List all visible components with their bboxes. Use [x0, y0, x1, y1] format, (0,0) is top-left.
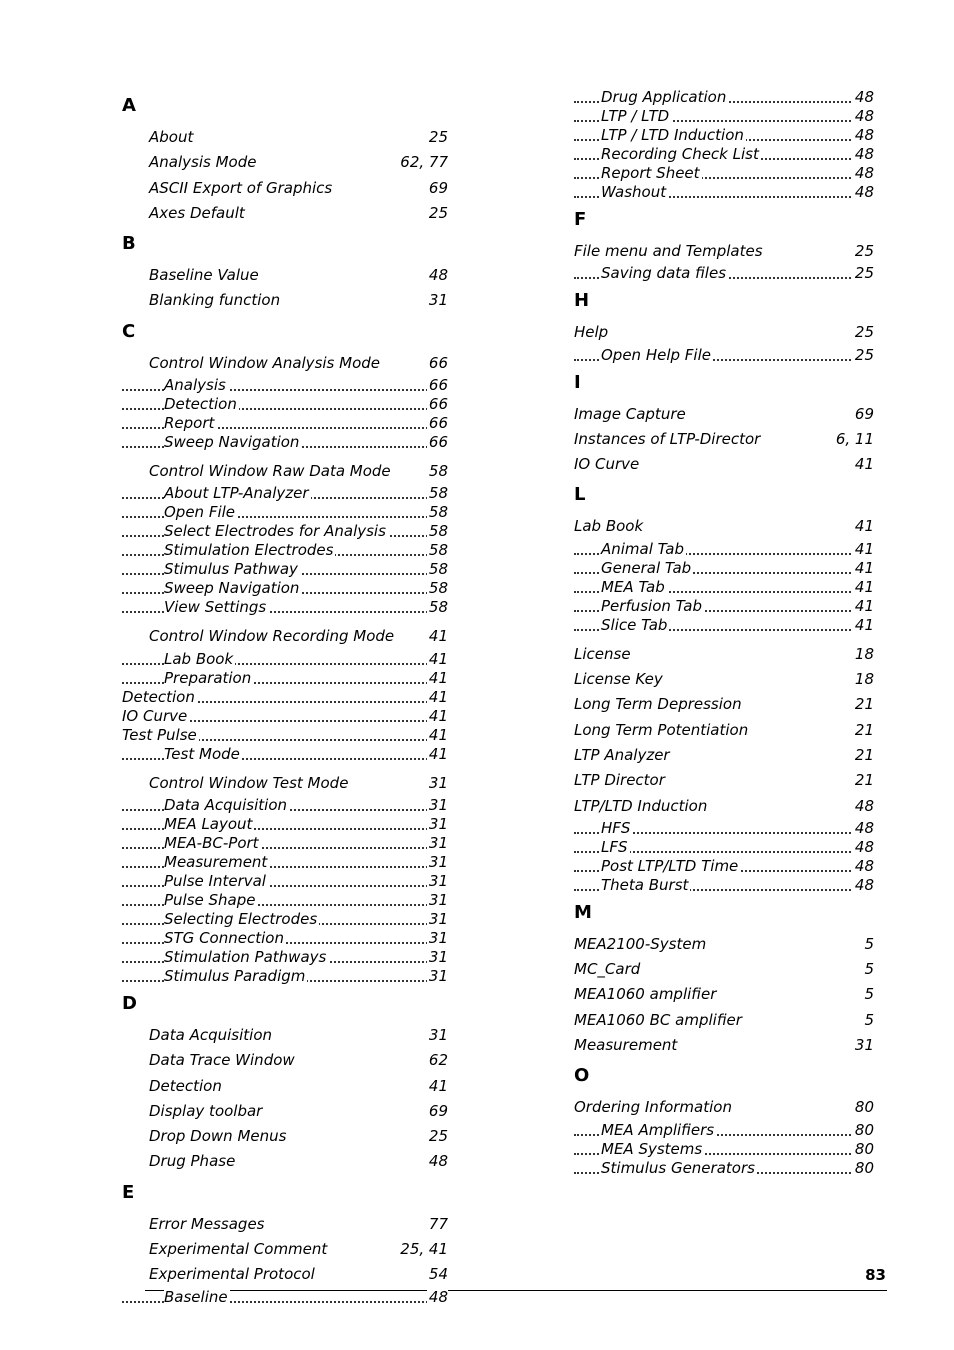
- index-subentry[interactable]: [574, 1140, 874, 1159]
- index-column-right: [574, 88, 874, 1178]
- entry-page-ref: 31: [428, 871, 448, 890]
- entry-term: Theta Burst: [601, 875, 689, 894]
- entry-term: Stimulation Pathways: [164, 947, 327, 966]
- entry-term: License: [574, 644, 631, 663]
- entry-term: LFS: [601, 837, 628, 856]
- entry-term: IO Curve: [122, 706, 188, 725]
- index-entry[interactable]: [574, 452, 874, 477]
- entry-term: Detection: [149, 1076, 222, 1095]
- entry-term: Sweep Navigation: [164, 433, 300, 452]
- index-subentry[interactable]: [122, 650, 448, 669]
- index-letter-heading: C: [122, 320, 136, 342]
- entry-term: Saving data files: [601, 264, 727, 283]
- index-subentry[interactable]: [122, 707, 448, 726]
- entry-term: Axes Default: [149, 203, 245, 222]
- entry-page-ref: 5: [862, 1008, 874, 1033]
- index-subentry[interactable]: [574, 838, 874, 857]
- index-subentry[interactable]: [574, 145, 874, 164]
- index-subentry[interactable]: [122, 688, 448, 707]
- entry-page-ref: 48: [427, 263, 448, 288]
- index-entry[interactable]: [122, 771, 448, 796]
- entry-term: MC_Card: [574, 960, 641, 979]
- entry-term: Long Term Potentiation: [574, 720, 749, 739]
- entry-term: Recording Check List: [601, 145, 759, 163]
- entry-term: Image Capture: [574, 404, 686, 423]
- entry-page-ref: 41: [428, 725, 448, 744]
- entry-term: Lab Book: [574, 517, 644, 536]
- entry-page-ref: 48: [854, 145, 874, 163]
- index-subentry[interactable]: [122, 910, 448, 929]
- entry-term: Data Acquisition: [164, 795, 288, 814]
- entry-term: MEA1060 amplifier: [574, 985, 717, 1004]
- index-subentry[interactable]: [122, 834, 448, 853]
- index-entry[interactable]: [574, 957, 874, 982]
- index-subentry[interactable]: [122, 598, 448, 617]
- index-entry[interactable]: [122, 624, 448, 649]
- entry-page-ref: 31: [427, 288, 448, 313]
- entry-term: Data Acquisition: [149, 1025, 273, 1044]
- entry-term: Long Term Depression: [574, 695, 742, 714]
- index-entry[interactable]: [122, 1124, 448, 1149]
- index-entry[interactable]: [574, 1008, 874, 1033]
- entry-term: Experimental Protocol: [149, 1265, 315, 1284]
- index-subentry[interactable]: [122, 669, 448, 688]
- entry-page-ref: 41: [854, 615, 874, 634]
- index-subentry[interactable]: [574, 126, 874, 145]
- entry-term: General Tab: [601, 558, 692, 577]
- index-letter-heading: H: [574, 290, 590, 312]
- index-entry[interactable]: [122, 1099, 448, 1124]
- entry-term: Drug Application: [601, 88, 727, 106]
- entry-term: Experimental Comment: [149, 1240, 328, 1259]
- entry-page-ref: 31: [428, 852, 448, 871]
- entry-page-ref: 41: [853, 452, 874, 477]
- entry-term: Analysis Mode: [149, 153, 257, 172]
- entry-term: Control Window Recording Mode: [149, 627, 395, 646]
- entry-page-ref: 31: [428, 966, 448, 985]
- index-entry[interactable]: [122, 1212, 448, 1237]
- entry-page-ref: 5: [862, 982, 874, 1007]
- entry-term: Drop Down Menus: [149, 1127, 287, 1146]
- index-entry[interactable]: [122, 125, 448, 150]
- index-letter-heading: F: [574, 209, 587, 230]
- index-entry[interactable]: [122, 176, 448, 201]
- index-subentry[interactable]: [574, 819, 874, 838]
- entry-term: File menu and Templates: [574, 242, 763, 260]
- entry-page-ref: 31: [853, 1033, 874, 1058]
- index-subentry[interactable]: [574, 857, 874, 876]
- index-subentry[interactable]: [122, 853, 448, 872]
- index-subentry[interactable]: [574, 346, 874, 365]
- index-entry[interactable]: [574, 320, 874, 345]
- entry-page-ref: 31: [427, 771, 448, 796]
- index-subentry[interactable]: [574, 540, 874, 559]
- entry-term: Measurement: [574, 1036, 678, 1055]
- index-subentry[interactable]: [122, 579, 448, 598]
- entry-term: Post LTP/LTD Time: [601, 856, 739, 875]
- entry-term: Slice Tab: [601, 615, 668, 634]
- index-subentry[interactable]: [122, 745, 448, 764]
- entry-term: Control Window Raw Data Mode: [149, 462, 391, 481]
- index-letter-heading: M: [574, 901, 592, 923]
- entry-page-ref: 18: [853, 667, 874, 692]
- entry-page-ref: 66: [428, 433, 448, 452]
- entry-term: Stimulus Generators: [601, 1158, 755, 1177]
- entry-term: Error Messages: [149, 1214, 265, 1233]
- entry-page-ref: 25: [427, 1124, 448, 1149]
- entry-page-ref: 54: [427, 1262, 448, 1287]
- entry-page-ref: 41: [854, 596, 874, 615]
- index-subentry[interactable]: [122, 929, 448, 948]
- entry-page-ref: 25: [427, 125, 448, 150]
- index-entry[interactable]: [574, 743, 874, 768]
- entry-page-ref: 80: [854, 1139, 874, 1158]
- entry-page-ref: 5: [862, 932, 874, 957]
- index-subentry[interactable]: [574, 559, 874, 578]
- entry-term: Report: [164, 414, 215, 433]
- entry-page-ref: 58: [428, 522, 448, 541]
- entry-page-ref: 48: [427, 1149, 448, 1174]
- entry-page-ref: 48: [854, 856, 874, 875]
- entry-term: Control Window Test Mode: [149, 773, 349, 792]
- page-number: 83: [865, 1266, 886, 1284]
- entry-term: View Settings: [164, 598, 267, 617]
- index-subentry[interactable]: [122, 891, 448, 910]
- index-entry[interactable]: [574, 794, 874, 819]
- entry-term: Display toolbar: [149, 1101, 263, 1120]
- index-subentry[interactable]: [122, 815, 448, 834]
- index-entry[interactable]: [122, 351, 448, 376]
- index-entry[interactable]: [574, 514, 874, 539]
- footer-rule: [145, 1290, 887, 1291]
- index-letter-heading: I: [574, 371, 581, 393]
- entry-page-ref: 80: [853, 1095, 874, 1120]
- entry-term: Report Sheet: [601, 164, 700, 182]
- index-subentry[interactable]: [574, 164, 874, 183]
- index-subentry[interactable]: [122, 376, 448, 395]
- index-subentry[interactable]: [122, 796, 448, 815]
- entry-term: About: [149, 128, 194, 146]
- index-subentry[interactable]: [122, 948, 448, 967]
- entry-page-ref: 58: [428, 503, 448, 522]
- entry-page-ref: 5: [862, 957, 874, 982]
- entry-gap: [122, 452, 448, 459]
- index-subentry[interactable]: [122, 541, 448, 560]
- entry-page-ref: 69: [427, 1099, 448, 1124]
- entry-page-ref: 25: [854, 264, 874, 283]
- entry-term: Sweep Navigation: [164, 579, 300, 598]
- entry-page-ref: 21: [853, 692, 874, 717]
- index-entry[interactable]: [574, 718, 874, 743]
- entry-page-ref: 48: [428, 1287, 448, 1306]
- entry-term: Detection: [122, 687, 195, 706]
- entry-page-ref: 41: [428, 668, 448, 687]
- entry-term: Instances of LTP-Director: [574, 429, 761, 448]
- entry-page-ref: 25: [854, 345, 874, 364]
- index-entry[interactable]: [574, 1095, 874, 1120]
- index-entry[interactable]: [574, 667, 874, 692]
- entry-term: Help: [574, 323, 609, 342]
- entry-term: LTP / LTD Induction: [601, 126, 744, 144]
- index-subentry[interactable]: [122, 522, 448, 541]
- entry-page-ref: 77: [427, 1212, 448, 1237]
- entry-term: Stimulation Electrodes: [164, 541, 334, 560]
- entry-page-ref: 48: [854, 126, 874, 144]
- entry-page-ref: 48: [854, 164, 874, 182]
- entry-term: Preparation: [164, 668, 252, 687]
- index-letter-heading: B: [122, 233, 136, 255]
- entry-page-ref: 58: [428, 560, 448, 579]
- entry-page-ref: 21: [853, 743, 874, 768]
- entry-page-ref: 48: [854, 875, 874, 894]
- entry-term: LTP Director: [574, 771, 665, 790]
- index-subentry[interactable]: [574, 264, 874, 283]
- index-subentry[interactable]: [122, 433, 448, 452]
- index-letter-heading: D: [122, 992, 137, 1014]
- entry-term: Lab Book: [164, 649, 234, 668]
- index-subentry[interactable]: [122, 560, 448, 579]
- entry-term: MEA1060 BC amplifier: [574, 1010, 742, 1029]
- index-letter-heading: E: [122, 1181, 135, 1203]
- entry-page-ref: 69: [853, 402, 874, 427]
- entry-page-ref: 48: [854, 88, 874, 106]
- entry-term: LTP Analyzer: [574, 745, 670, 764]
- index-subentry[interactable]: [122, 872, 448, 891]
- index-entry[interactable]: [574, 1033, 874, 1058]
- entry-term: Test Pulse: [122, 725, 197, 744]
- index-entry[interactable]: [574, 427, 874, 452]
- entry-term: MEA Tab: [601, 577, 665, 596]
- entry-page-ref: 31: [428, 947, 448, 966]
- entry-page-ref: 58: [428, 484, 448, 503]
- entry-term: Washout: [601, 183, 667, 201]
- entry-page-ref: 41: [854, 539, 874, 558]
- entry-gap: [574, 635, 874, 642]
- index-subentry[interactable]: [574, 1121, 874, 1140]
- index-letter-heading: L: [574, 484, 586, 506]
- entry-page-ref: 41: [428, 706, 448, 725]
- index-entry[interactable]: [122, 1023, 448, 1048]
- entry-term: Pulse Interval: [164, 871, 266, 890]
- index-subentry[interactable]: [574, 183, 874, 202]
- index-subentry[interactable]: [574, 616, 874, 635]
- entry-page-ref: 21: [853, 768, 874, 793]
- entry-page-ref: 48: [854, 183, 874, 201]
- entry-page-ref: 66: [428, 395, 448, 414]
- index-subentry[interactable]: [122, 414, 448, 433]
- entry-page-ref: 80: [854, 1158, 874, 1177]
- entry-term: STG Connection: [164, 928, 284, 947]
- entry-page-ref: 21: [853, 718, 874, 743]
- index-entry[interactable]: [122, 263, 448, 288]
- index-entry[interactable]: [122, 288, 448, 313]
- entry-term: Open Help File: [601, 345, 711, 364]
- entry-term: Stimulus Pathway: [164, 560, 298, 579]
- entry-page-ref: 62: [427, 1048, 448, 1073]
- entry-page-ref: 31: [427, 1023, 448, 1048]
- entry-term: LTP / LTD: [601, 107, 670, 125]
- entry-page-ref: 48: [853, 794, 874, 819]
- entry-page-ref: 66: [428, 376, 448, 395]
- index-subentry[interactable]: [122, 395, 448, 414]
- entry-term: Stimulus Paradigm: [164, 966, 306, 985]
- entry-term: Analysis: [164, 376, 226, 395]
- index-entry[interactable]: [122, 459, 448, 484]
- index-subentry[interactable]: [122, 484, 448, 503]
- entry-page-ref: 25: [853, 320, 874, 345]
- index-entry[interactable]: [122, 1149, 448, 1174]
- index-subentry[interactable]: [574, 578, 874, 597]
- entry-page-ref: 31: [428, 795, 448, 814]
- index-letter-heading: O: [574, 1065, 590, 1087]
- entry-page-ref: 41: [428, 687, 448, 706]
- entry-page-ref: 41: [854, 577, 874, 596]
- entry-page-ref: 41: [853, 514, 874, 539]
- index-entry[interactable]: [574, 402, 874, 427]
- entry-page-ref: 80: [854, 1120, 874, 1139]
- entry-term: Baseline Value: [149, 266, 259, 285]
- entry-page-ref: 41: [427, 624, 448, 649]
- index-entry[interactable]: [574, 642, 874, 667]
- entry-page-ref: 41: [854, 558, 874, 577]
- index-entry[interactable]: [574, 768, 874, 793]
- index-subentry[interactable]: [122, 503, 448, 522]
- entry-page-ref: 58: [428, 541, 448, 560]
- entry-page-ref: 58: [427, 459, 448, 484]
- entry-term: MEA-BC-Port: [164, 833, 259, 852]
- index-entry[interactable]: [574, 982, 874, 1007]
- entry-page-ref: 41: [428, 744, 448, 763]
- index-subentry[interactable]: [574, 107, 874, 126]
- index-subentry[interactable]: [574, 1159, 874, 1178]
- entry-gap: [122, 617, 448, 624]
- entry-term: MEA2100-System: [574, 934, 707, 953]
- index-entry[interactable]: [574, 932, 874, 957]
- entry-term: Test Mode: [164, 744, 240, 763]
- index-subentry[interactable]: [574, 597, 874, 616]
- entry-term: MEA Amplifiers: [601, 1120, 715, 1139]
- index-subentry[interactable]: [574, 88, 874, 107]
- entry-term: IO Curve: [574, 455, 640, 474]
- entry-page-ref: 58: [428, 598, 448, 617]
- entry-term: License Key: [574, 670, 663, 689]
- index-entry[interactable]: [574, 239, 874, 264]
- entry-page-ref: 48: [854, 818, 874, 837]
- entry-term: Perfusion Tab: [601, 596, 702, 615]
- entry-page-ref: 25: [427, 201, 448, 226]
- entry-term: Ordering Information: [574, 1098, 732, 1117]
- entry-page-ref: 31: [428, 833, 448, 852]
- entry-term: Blanking function: [149, 291, 281, 310]
- index-subentry[interactable]: [122, 726, 448, 745]
- entry-page-ref: 62, 77: [398, 150, 448, 175]
- entry-term: Measurement: [164, 852, 268, 871]
- entry-page-ref: 6, 11: [834, 427, 874, 452]
- index-entry[interactable]: [122, 1262, 448, 1287]
- index-entry[interactable]: [122, 1048, 448, 1073]
- entry-term: Open File: [164, 503, 236, 522]
- entry-term: Baseline: [164, 1287, 228, 1306]
- entry-page-ref: 31: [428, 909, 448, 928]
- index-entry[interactable]: [122, 201, 448, 226]
- entry-term: Animal Tab: [601, 539, 684, 558]
- entry-term: Drug Phase: [149, 1152, 236, 1171]
- index-letter-heading: A: [122, 95, 136, 116]
- entry-page-ref: 66: [428, 414, 448, 433]
- entry-term: MEA Layout: [164, 814, 253, 833]
- entry-term: Control Window Analysis Mode: [149, 353, 380, 372]
- entry-page-ref: 66: [427, 351, 448, 376]
- entry-page-ref: 48: [854, 837, 874, 856]
- entry-gap: [122, 764, 448, 771]
- index-subentry[interactable]: [574, 876, 874, 895]
- entry-term: Detection: [164, 395, 237, 414]
- entry-page-ref: 25: [853, 239, 874, 264]
- entry-page-ref: 41: [427, 1074, 448, 1099]
- entry-page-ref: 31: [428, 890, 448, 909]
- entry-page-ref: 58: [428, 579, 448, 598]
- index-entry[interactable]: [122, 1237, 448, 1262]
- index-entry[interactable]: [122, 150, 448, 175]
- entry-term: LTP/LTD Induction: [574, 796, 708, 815]
- entry-page-ref: 18: [853, 642, 874, 667]
- index-entry[interactable]: [574, 692, 874, 717]
- index-column-left: [122, 88, 448, 1307]
- entry-term: HFS: [601, 818, 631, 837]
- index-subentry[interactable]: [122, 967, 448, 986]
- index-entry[interactable]: [122, 1074, 448, 1099]
- entry-term: Select Electrodes for Analysis: [164, 522, 386, 541]
- entry-term: About LTP-Analyzer: [164, 484, 309, 503]
- entry-page-ref: 31: [428, 928, 448, 947]
- entry-page-ref: 25, 41: [398, 1237, 448, 1262]
- entry-term: Data Trace Window: [149, 1051, 295, 1070]
- entry-term: Selecting Electrodes: [164, 909, 318, 928]
- entry-term: ASCII Export of Graphics: [149, 178, 333, 197]
- entry-term: Pulse Shape: [164, 890, 256, 909]
- entry-page-ref: 31: [428, 814, 448, 833]
- entry-page-ref: 69: [427, 176, 448, 201]
- entry-page-ref: 48: [854, 107, 874, 125]
- entry-term: MEA Systems: [601, 1139, 703, 1158]
- entry-page-ref: 41: [428, 649, 448, 668]
